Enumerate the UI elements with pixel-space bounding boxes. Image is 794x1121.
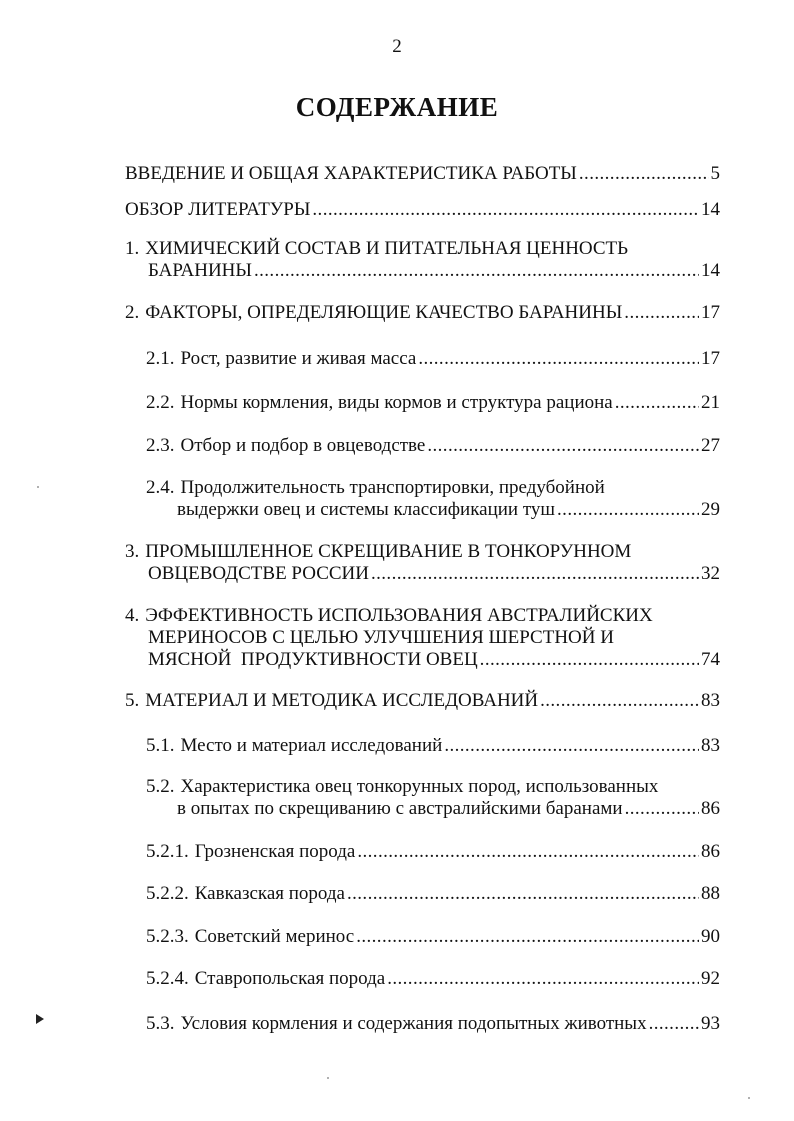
toc-entry-page: 93 bbox=[701, 1013, 720, 1034]
toc-entry-4[interactable] bbox=[125, 605, 720, 671]
scan-mark-arrow-icon bbox=[36, 1014, 44, 1024]
toc-entry-title: ВВЕДЕНИЕ И ОБЩАЯ ХАРАКТЕРИСТИКА РАБОТЫ bbox=[125, 163, 577, 184]
toc-entry-page: 5 bbox=[710, 163, 720, 184]
toc-entry-page: 90 bbox=[701, 926, 720, 947]
toc-entry-number: 5.2.4. bbox=[146, 968, 189, 989]
toc-entry-1[interactable] bbox=[125, 238, 720, 282]
toc-entry-page: 14 bbox=[701, 260, 720, 281]
page-number: 2 bbox=[392, 36, 402, 57]
toc-entry-title: Грозненская порода bbox=[194, 841, 356, 862]
toc-entry-5-1[interactable] bbox=[146, 735, 720, 757]
toc-entry-5-2-3[interactable] bbox=[146, 926, 720, 948]
toc-entry-page: 17 bbox=[701, 348, 720, 369]
toc-entry-number: 5. bbox=[125, 690, 140, 711]
toc-entry-page: 83 bbox=[701, 735, 720, 756]
toc-entry-2-3[interactable] bbox=[146, 435, 720, 457]
toc-entry-page: 86 bbox=[701, 798, 720, 819]
toc-entry-number: 2.1. bbox=[146, 348, 175, 369]
dot-leader bbox=[347, 883, 699, 905]
dot-leader bbox=[480, 649, 699, 671]
dot-leader bbox=[615, 392, 699, 414]
toc-entry-2[interactable] bbox=[125, 302, 720, 324]
dot-leader bbox=[624, 302, 699, 324]
toc-entry-title-cont: выдержки овец и системы классификации туш bbox=[177, 499, 556, 520]
toc-entry-5-2-2[interactable] bbox=[146, 883, 720, 905]
toc-entry-page: 32 bbox=[701, 563, 720, 584]
toc-entry-page: 83 bbox=[701, 690, 720, 711]
toc-entry-literature-review[interactable] bbox=[125, 199, 720, 221]
toc-entry-title: Нормы кормления, виды кормов и структура рациона bbox=[180, 392, 613, 413]
toc-entry-page: 27 bbox=[701, 435, 720, 456]
dot-leader bbox=[579, 163, 709, 185]
toc-entry-title: Ставропольская порода bbox=[194, 968, 386, 989]
dot-leader bbox=[371, 563, 699, 585]
toc-entry-5-2-4[interactable] bbox=[146, 968, 720, 990]
toc-entry-page: 74 bbox=[701, 649, 720, 670]
toc-entry-title: ФАКТОРЫ, ОПРЕДЕЛЯЮЩИЕ КАЧЕСТВО БАРАНИНЫ bbox=[145, 302, 623, 323]
toc-entry-title: Характеристика овец тонкорунных пород, использованных bbox=[180, 776, 659, 797]
toc-entry-page: 17 bbox=[701, 302, 720, 323]
toc-entry-3[interactable] bbox=[125, 541, 720, 585]
toc-entry-title: Отбор и подбор в овцеводстве bbox=[180, 435, 426, 456]
toc-entry-2-1[interactable] bbox=[146, 348, 720, 370]
toc-entry-2-2[interactable] bbox=[146, 392, 720, 414]
scan-speck bbox=[327, 1077, 329, 1079]
toc-entry-number: 5.2.3. bbox=[146, 926, 189, 947]
toc-entry-number: 5.3. bbox=[146, 1013, 175, 1034]
toc-entry-title: Кавказская порода bbox=[194, 883, 345, 904]
toc-entry-title-cont: ОВЦЕВОДСТВЕ РОССИИ bbox=[148, 563, 369, 584]
toc-entry-number: 2.3. bbox=[146, 435, 175, 456]
toc-entry-title: МАТЕРИАЛ И МЕТОДИКА ИССЛЕДОВАНИЙ bbox=[145, 690, 539, 711]
toc-entry-page: 21 bbox=[701, 392, 720, 413]
toc-entry-number: 2.4. bbox=[146, 477, 175, 498]
dot-leader bbox=[540, 690, 699, 712]
toc-entry-number: 5.2.2. bbox=[146, 883, 189, 904]
toc-entry-title: Место и материал исследований bbox=[180, 735, 443, 756]
toc-entry-5[interactable] bbox=[125, 690, 720, 712]
toc-entry-page: 86 bbox=[701, 841, 720, 862]
toc-entry-page: 14 bbox=[701, 199, 720, 220]
toc-entry-page: 29 bbox=[701, 499, 720, 520]
dot-leader bbox=[418, 348, 699, 370]
page-title: СОДЕРЖАНИЕ bbox=[295, 92, 499, 122]
toc-entry-5-2[interactable] bbox=[146, 776, 720, 820]
dot-leader bbox=[649, 1013, 699, 1035]
toc-entry-number: 5.1. bbox=[146, 735, 175, 756]
toc-entry-page: 88 bbox=[701, 883, 720, 904]
toc-entry-number: 2.2. bbox=[146, 392, 175, 413]
dot-leader bbox=[357, 841, 699, 863]
toc-entry-title: ОБЗОР ЛИТЕРАТУРЫ bbox=[125, 199, 311, 220]
toc-entry-number: 5.2. bbox=[146, 776, 175, 797]
dot-leader bbox=[427, 435, 699, 457]
toc-entry-5-2-1[interactable] bbox=[146, 841, 720, 863]
toc-entry-number: 3. bbox=[125, 541, 140, 562]
toc-entry-number: 1. bbox=[125, 238, 140, 259]
toc-entry-introduction[interactable] bbox=[125, 163, 720, 185]
scan-speck bbox=[37, 486, 39, 488]
toc-entry-2-4[interactable] bbox=[146, 477, 720, 521]
toc-entry-title-cont: МЯСНОЙ ПРОДУКТИВНОСТИ ОВЕЦ bbox=[148, 649, 478, 670]
toc-entry-title: ХИМИЧЕСКИЙ СОСТАВ И ПИТАТЕЛЬНАЯ ЦЕННОСТЬ bbox=[145, 238, 629, 259]
toc-entry-title: Продолжительность транспортировки, предубойной bbox=[180, 477, 605, 498]
dot-leader bbox=[312, 199, 699, 221]
toc-entry-title-cont: в опытах по скрещиванию с австралийскими баранами bbox=[177, 798, 623, 819]
toc-entry-number: 5.2.1. bbox=[146, 841, 189, 862]
dot-leader bbox=[356, 926, 699, 948]
toc-entry-title: ЭФФЕКТИВНОСТЬ ИСПОЛЬЗОВАНИЯ АВСТРАЛИЙСКИХ bbox=[145, 605, 653, 626]
toc-entry-title-cont: МЕРИНОСОВ С ЦЕЛЬЮ УЛУЧШЕНИЯ ШЕРСТНОЙ И bbox=[148, 627, 614, 648]
dot-leader bbox=[557, 499, 699, 521]
toc-entry-number: 2. bbox=[125, 302, 140, 323]
scan-speck bbox=[748, 1097, 750, 1099]
dot-leader bbox=[625, 798, 699, 820]
dot-leader bbox=[444, 735, 699, 757]
toc-entry-5-3[interactable] bbox=[146, 1013, 720, 1035]
toc-entry-page: 92 bbox=[701, 968, 720, 989]
toc-entry-title-cont: БАРАНИНЫ bbox=[148, 260, 252, 281]
toc-entry-title: ПРОМЫШЛЕННОЕ СКРЕЩИВАНИЕ В ТОНКОРУННОМ bbox=[145, 541, 632, 562]
toc-entry-title: Условия кормления и содержания подопытных животных bbox=[180, 1013, 647, 1034]
toc-entry-title: Советский меринос bbox=[194, 926, 355, 947]
toc-entry-number: 4. bbox=[125, 605, 140, 626]
toc-entry-title: Рост, развитие и живая масса bbox=[180, 348, 417, 369]
dot-leader bbox=[387, 968, 699, 990]
dot-leader bbox=[254, 260, 699, 282]
